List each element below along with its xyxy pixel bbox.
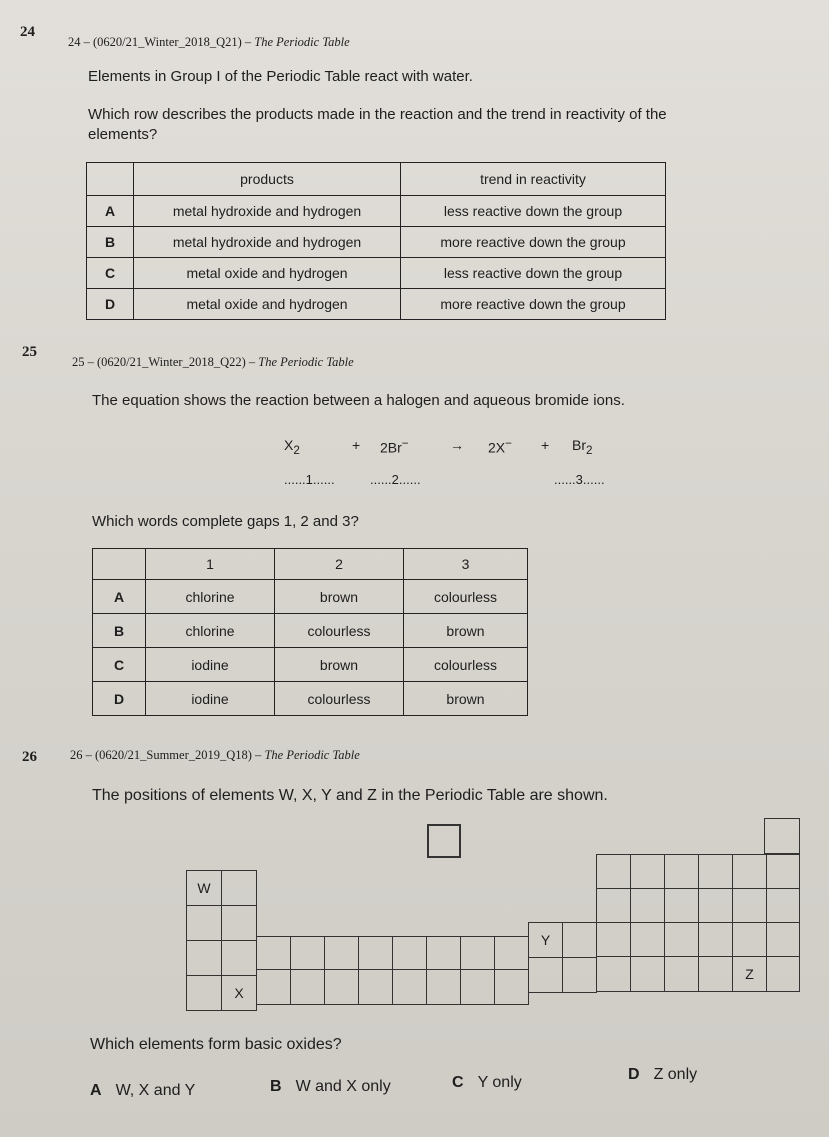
- eq-arrow: →: [450, 437, 464, 453]
- q26-option-letter: B: [270, 1078, 282, 1095]
- q25-header-1: 1: [146, 549, 275, 580]
- q26-option-text: W and X only: [295, 1078, 391, 1095]
- q26-source-code: 26 – (0620/21_Summer_2019_Q18) –: [70, 748, 265, 762]
- q24-row-trend: less reactive down the group: [401, 258, 666, 289]
- q25-source-code: 25 – (0620/21_Winter_2018_Q22) –: [72, 355, 259, 369]
- eq-plus-2: +: [541, 437, 550, 453]
- q24-row-letter: B: [87, 227, 134, 258]
- q24-intro: Elements in Group I of the Periodic Table react with water.: [88, 68, 473, 85]
- q26-option-text: Z only: [653, 1066, 698, 1083]
- q24-row-trend: more reactive down the group: [401, 289, 666, 320]
- q25-row-gap2: brown: [275, 648, 404, 682]
- pt-cell: [766, 922, 800, 957]
- element-z-label: Z: [745, 966, 754, 982]
- q24-source-code: 24 – (0620/21_Winter_2018_Q21) –: [68, 35, 255, 49]
- eq-bromide: [380, 437, 409, 456]
- pt-cell: [426, 969, 461, 1005]
- pt-cell: [596, 888, 631, 923]
- pt-cell: [664, 956, 699, 992]
- eq-halide-symbol: 2X: [488, 439, 506, 456]
- pt-cell: [630, 854, 665, 889]
- pt-cell: [664, 888, 699, 923]
- q24-row-products: metal oxide and hydrogen: [134, 289, 401, 320]
- q24-row-products: metal hydroxide and hydrogen: [134, 227, 401, 258]
- q25-row-d[interactable]: [93, 682, 528, 716]
- pt-cell: [766, 854, 800, 889]
- q25-row-gap3: brown: [404, 682, 528, 716]
- element-w-label: W: [197, 880, 211, 896]
- q25-question: Which words complete gaps 1, 2 and 3?: [92, 513, 359, 530]
- eq-bromine: [572, 437, 592, 457]
- q25-number: 25: [22, 344, 37, 360]
- q25-header-2: 2: [275, 549, 404, 580]
- eq-plus-1: +: [352, 437, 361, 453]
- pt-cell: [732, 888, 767, 923]
- q26-intro: The positions of elements W, X, Y and Z in the Periodic Table are shown.: [92, 787, 608, 804]
- pt-cell: [186, 905, 222, 941]
- q25-source: [72, 355, 354, 370]
- q24-row-trend: more reactive down the group: [401, 227, 666, 258]
- pt-cell: [596, 854, 631, 889]
- q25-row-a[interactable]: [93, 580, 528, 614]
- q26-option-b[interactable]: [270, 1078, 391, 1096]
- gap-1: ......1......: [284, 472, 335, 487]
- q25-row-gap3: brown: [404, 614, 528, 648]
- q26-option-a[interactable]: [90, 1082, 195, 1100]
- eq-halide-charge: −: [505, 437, 512, 450]
- pt-cell: [494, 969, 529, 1005]
- q25-row-c[interactable]: [93, 648, 528, 682]
- pt-cell: [630, 888, 665, 923]
- pt-cell: [221, 940, 257, 976]
- eq-bromide-symbol: 2Br: [380, 439, 402, 456]
- pt-cell: [392, 969, 427, 1005]
- pt-cell: [460, 969, 495, 1005]
- q26-option-letter: D: [628, 1066, 640, 1083]
- gap-3: ......3......: [554, 472, 605, 487]
- q26-topic: The Periodic Table: [264, 748, 360, 762]
- q24-header-products: products: [134, 163, 401, 196]
- q26-option-letter: A: [90, 1082, 102, 1099]
- q24-row-a[interactable]: [87, 196, 666, 227]
- q26-option-text: W, X and Y: [115, 1082, 196, 1099]
- q24-header-trend: trend in reactivity: [401, 163, 666, 196]
- q26-option-text: Y only: [477, 1074, 522, 1091]
- pt-cell: [732, 854, 767, 889]
- q24-row-letter: D: [87, 289, 134, 320]
- pt-cell: [664, 922, 699, 957]
- q26-option-c[interactable]: [452, 1074, 522, 1092]
- element-x-cell: [221, 975, 257, 1011]
- q24-row-d[interactable]: [87, 289, 666, 320]
- q26-option-d[interactable]: [628, 1066, 697, 1084]
- pt-cell: [392, 936, 427, 970]
- q25-row-b[interactable]: [93, 614, 528, 648]
- pt-cell: [256, 969, 291, 1005]
- q25-row-gap2: colourless: [275, 682, 404, 716]
- q25-row-gap1: chlorine: [146, 580, 275, 614]
- q25-answer-table: [92, 548, 528, 716]
- q26-number: 26: [22, 749, 37, 765]
- pt-cell: [186, 940, 222, 976]
- pt-cell: [324, 969, 359, 1005]
- eq-x2-subscript: 2: [293, 443, 300, 457]
- q25-row-gap3: colourless: [404, 580, 528, 614]
- pt-cell: [596, 956, 631, 992]
- pt-cell: [630, 956, 665, 992]
- pt-cell: [221, 870, 257, 906]
- eq-bromine-subscript: 2: [586, 443, 593, 457]
- q25-row-gap1: iodine: [146, 648, 275, 682]
- q26-option-letter: C: [452, 1074, 464, 1091]
- pt-cell: [698, 888, 733, 923]
- eq-bromine-symbol: Br: [572, 437, 586, 453]
- q24-topic: The Periodic Table: [254, 35, 350, 49]
- q24-row-c[interactable]: [87, 258, 666, 289]
- q24-row-letter: A: [87, 196, 134, 227]
- hydrogen-cell: [427, 824, 461, 858]
- q24-source: [68, 35, 350, 50]
- gap-2: ......2......: [370, 472, 421, 487]
- q24-row-letter: C: [87, 258, 134, 289]
- q26-source: [70, 748, 360, 763]
- pt-cell: [562, 922, 597, 958]
- eq-x2-symbol: X: [284, 437, 294, 453]
- element-x-label: X: [234, 985, 244, 1001]
- q25-row-gap2: colourless: [275, 614, 404, 648]
- element-y-label: Y: [540, 932, 551, 948]
- pt-cell: [460, 936, 495, 970]
- q24-number: 24: [20, 24, 35, 40]
- q25-row-gap2: brown: [275, 580, 404, 614]
- q24-row-products: metal hydroxide and hydrogen: [134, 196, 401, 227]
- q24-row-products: metal oxide and hydrogen: [134, 258, 401, 289]
- pt-cell: [494, 936, 529, 970]
- q24-answer-table: [86, 162, 666, 320]
- pt-cell: [358, 969, 393, 1005]
- q26-question: Which elements form basic oxides?: [90, 1036, 342, 1053]
- q25-row-letter: B: [93, 614, 146, 648]
- eq-halide: [488, 437, 512, 456]
- q25-header-blank: [93, 549, 146, 580]
- pt-cell: [186, 975, 222, 1011]
- q24-row-trend: less reactive down the group: [401, 196, 666, 227]
- q25-row-gap3: colourless: [404, 648, 528, 682]
- q25-row-gap1: chlorine: [146, 614, 275, 648]
- q24-row-b[interactable]: [87, 227, 666, 258]
- q25-row-letter: D: [93, 682, 146, 716]
- pt-cell: [290, 969, 325, 1005]
- pt-cell: [630, 922, 665, 957]
- q25-header-3: 3: [404, 549, 528, 580]
- eq-x2: [284, 437, 300, 457]
- q25-intro: The equation shows the reaction between a halogen and aqueous bromide ions.: [92, 392, 625, 409]
- pt-cell: [698, 956, 733, 992]
- pt-cell: [698, 922, 733, 957]
- pt-cell: [358, 936, 393, 970]
- pt-cell: [528, 957, 563, 993]
- element-w-cell: [186, 870, 222, 906]
- pt-cell: [766, 888, 800, 923]
- pt-cell: [221, 905, 257, 941]
- helium-cell: [764, 818, 800, 854]
- pt-cell: [426, 936, 461, 970]
- pt-cell: [290, 936, 325, 970]
- pt-cell: [664, 854, 699, 889]
- pt-cell: [324, 936, 359, 970]
- eq-bromide-charge: −: [401, 437, 409, 450]
- pt-cell: [698, 854, 733, 889]
- pt-cell: [596, 922, 631, 957]
- pt-cell: [562, 957, 597, 993]
- element-z-cell: [732, 956, 767, 992]
- pt-cell: [732, 922, 767, 957]
- q24-header-blank: [87, 163, 134, 196]
- q24-question-line2: elements?: [88, 126, 158, 143]
- q25-row-gap1: iodine: [146, 682, 275, 716]
- q25-row-letter: C: [93, 648, 146, 682]
- pt-cell: [256, 936, 291, 970]
- pt-cell: [766, 956, 800, 992]
- q24-question-line1: Which row describes the products made in the reaction and the trend in reactivity of the: [88, 106, 667, 123]
- element-y-cell: [528, 922, 563, 958]
- q25-topic: The Periodic Table: [258, 355, 354, 369]
- q25-row-letter: A: [93, 580, 146, 614]
